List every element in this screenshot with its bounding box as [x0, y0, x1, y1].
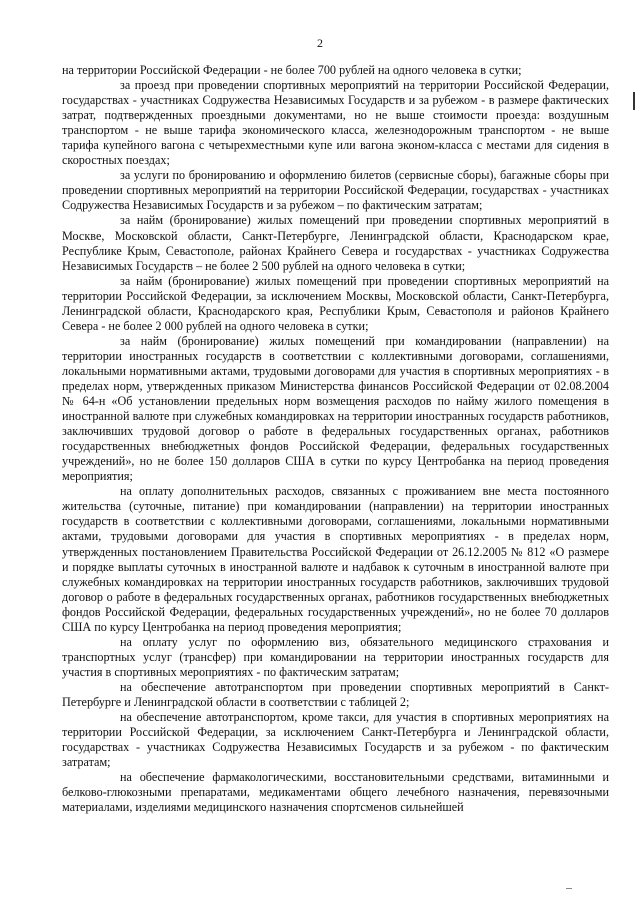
paragraph-transport-other: на обеспечение автотранспортом, кроме такси, для участия в спортивных мероприятиях на территории Российской Федерации, за исключением Санкт-Петербурга и Ленинградской области, государствах - участниках Содружества Независимых Государств и за рубежом - по фактическим затратам; — [62, 710, 609, 770]
paragraph-travel-fare: за проезд при проведении спортивных мероприятий на территории Российской Федерации, государствах - участниках Содружества Независимых Государств и за рубежом - в размере фактических затрат, подтвержденных проездными документами, но не выше стоимости проезда: воздушным транспортом - не выше тарифа экономического класса, железнодорожным транспортом - не выше тарифа купейного вагона с четырехместными купе или вагона эконом-класса с местами для сидения в скоростных поездах; — [62, 78, 609, 168]
paragraph-transport-spb: на обеспечение автотранспортом при проведении спортивных мероприятий в Санкт-Петербурге и Ленинградской области в соответствии с таблицей 2; — [62, 679, 609, 709]
paragraph-pharmacological-supplies: на обеспечение фармакологическими, восстановительными средствами, витаминными и белково-глюкозными препаратами, медикаментами общего лечебного назначения, перевязочными материалами, изделиями медицинского назначения спортсменов сильнейшей — [62, 770, 609, 815]
paragraph-ticket-booking-fees: за услуги по бронированию и оформлению билетов (сервисные сборы), багажные сборы при проведении спортивных мероприятий на территории Российской Федерации, государствах - участниках Содружества Независимых Государств и за рубежом – по фактическим затратам; — [62, 168, 609, 213]
paragraph-additional-expenses-abroad: на оплату дополнительных расходов, связанных с проживанием вне места постоянного жительства (суточные, питание) при командировании (направлении) на территории иностранных государств в соответствии с коллективными договорами, соглашениями, локальными нормативными актами, трудовыми договорами для участия в спортивных мероприятиях - в пределах норм, утвержденных постановлением Правительства Российской Федерации от 26.12.2005 № 812 «О размере и порядке выплаты суточных в иностранной валюте и надбавок к суточным в иностранной валюте при служебных командировках на территории иностранных государств работников, заключивших трудовой договор о работе в федеральных государственных органах, работников государственных внебюджетных фондов Российской Федерации, федеральных государственных учреждений», но не более 70 долларов США по курсу Центробанка на период проведения мероприятия; — [62, 484, 609, 634]
paragraph-visa-insurance-transfer: на оплату услуг по оформлению виз, обязательного медицинского страхования и транспортных услуг (трансфер) при командировании на территории иностранных государств для участия в спортивных мероприятиях - по фактическим затратам; — [62, 634, 609, 679]
paragraph-accommodation-other-regions: за найм (бронирование) жилых помещений при проведении спортивных мероприятий на территории Российской Федерации, за исключением Москвы, Московской области, Санкт-Петербурга, Ленинградской области, Краснодарского края, Республики Крым, Севастополя и районов Крайнего Севера - не более 2 000 рублей на одного человека в сутки; — [62, 273, 609, 333]
scan-artifact-mark — [566, 888, 572, 889]
page-number: 2 — [317, 36, 323, 50]
paragraph-domestic-per-diem: на территории Российской Федерации - не более 700 рублей на одного человека в сутки; — [62, 63, 522, 77]
document-body — [62, 63, 609, 815]
scan-artifact-mark — [633, 92, 635, 110]
paragraph-accommodation-abroad: за найм (бронирование) жилых помещений при командировании (направлении) на территории иностранных государств в соответствии с коллективными договорами, соглашениями, локальными нормативными актами, трудовыми договорами для участия в спортивных мероприятиях - в пределах норм, утвержденных приказом Министерства финансов Российской Федерации от 02.08.2004 № 64-н «Об установлении предельных норм возмещения расходов по найму жилого помещения в иностранной валюте при служебных командировках на территории иностранных государств работников, заключивших трудовой договор о работе в федеральных государственных органах, работников государственных внебюджетных фондов Российской Федерации, федеральных государственных учреждений», но не более 150 долларов США в сутки по курсу Центробанка на период проведения мероприятия; — [62, 333, 609, 484]
paragraph-accommodation-major-regions: за найм (бронирование) жилых помещений при проведении спортивных мероприятий в Москве, Московской области, Санкт-Петербурге, Ленинградской области, Краснодарском крае, Республике Крым, Севастополе, районах Крайнего Севера и государствах - участниках Содружества Независимых Государств – не более 2 500 рублей на одного человека в сутки; — [62, 213, 609, 273]
